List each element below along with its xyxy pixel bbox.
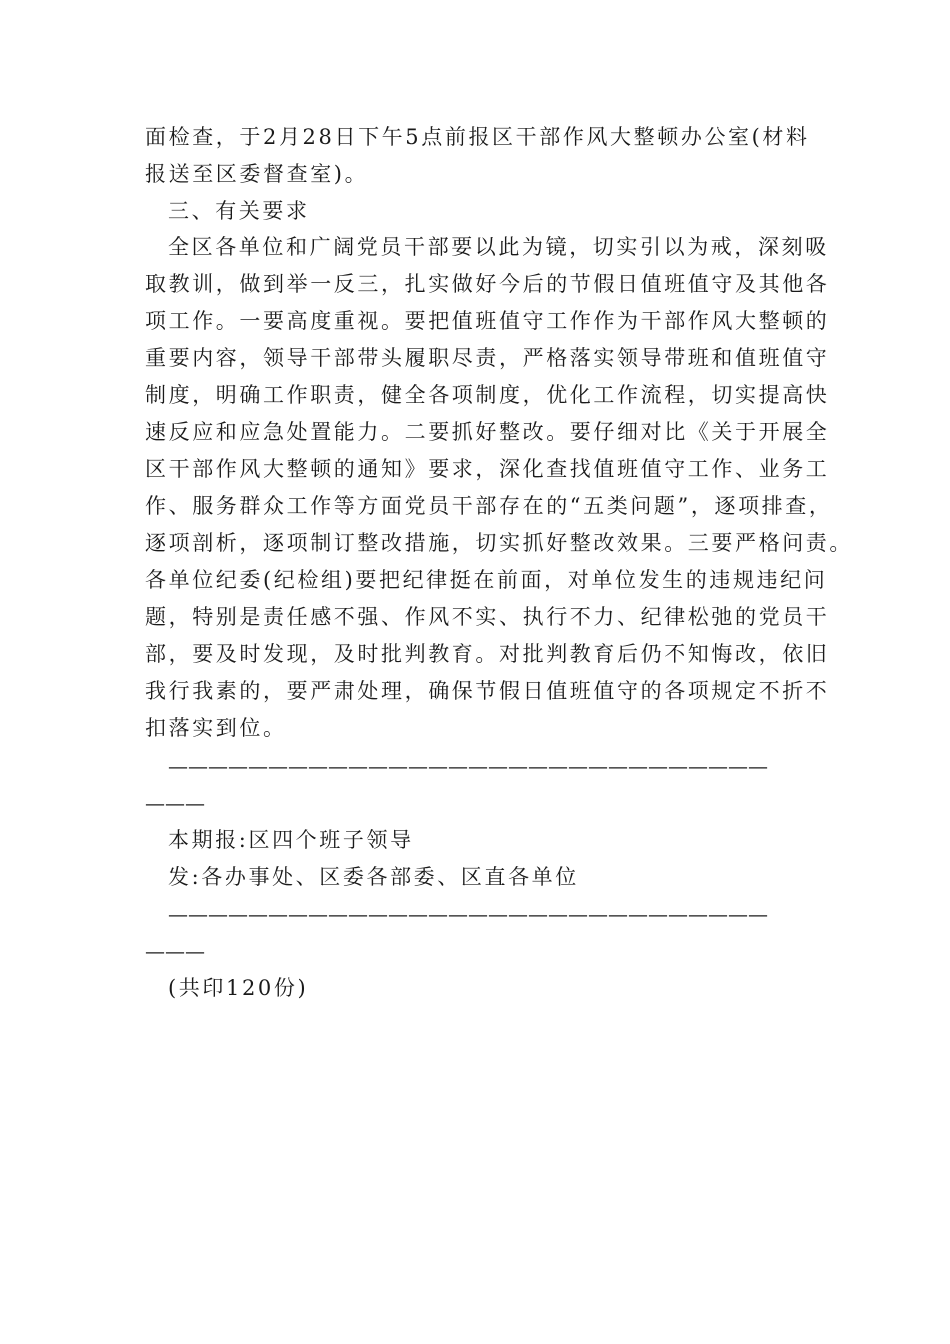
- body-text-line: 报送至区委督查室)。: [145, 162, 369, 186]
- body-text-line: 速反应和应急处置能力。二要抓好整改。要仔细对比《关于开展全: [145, 420, 830, 444]
- body-text-line: 面检查，于2月28日下午5点前报区干部作风大整顿办公室(材料: [145, 125, 810, 149]
- separator-rule: ——————————————————————————————: [168, 902, 768, 926]
- section-heading: 三、有关要求: [168, 199, 310, 223]
- body-text-line: 全区各单位和广阔党员干部要以此为镜，切实引以为戒，深刻吸: [168, 235, 829, 259]
- report-to-line: 本期报:区四个班子领导: [168, 828, 414, 852]
- separator-rule-continuation: ———: [145, 791, 205, 815]
- body-text-line: 作、服务群众工作等方面党员干部存在的“五类问题”，逐项排查，: [145, 494, 833, 518]
- body-text-line: 各单位纪委(纪检组)要把纪律挺在前面，对单位发生的违规违纪问: [145, 568, 828, 592]
- body-text-line: 扣落实到位。: [145, 716, 287, 740]
- body-text-line: 区干部作风大整顿的通知》要求，深化查找值班值守工作、业务工: [145, 457, 830, 481]
- body-text-line: 取教训，做到举一反三，扎实做好今后的节假日值班值守及其他各: [145, 272, 830, 296]
- body-text-line: 逐项剖析，逐项制订整改措施，切实抓好整改效果。三要严格问责。: [145, 531, 853, 555]
- body-text-line: 制度，明确工作职责，健全各项制度，优化工作流程，切实提高快: [145, 383, 830, 407]
- body-text-line: 重要内容，领导干部带头履职尽责，严格落实领导带班和值班值守: [145, 346, 830, 370]
- distribute-to-line: 发:各办事处、区委各部委、区直各单位: [168, 865, 579, 889]
- body-text-line: 我行我素的，要严肃处理，确保节假日值班值守的各项规定不折不: [145, 679, 830, 703]
- body-text-line: 项工作。一要高度重视。要把值班值守工作作为干部作风大整顿的: [145, 309, 830, 333]
- body-text-line: 部，要及时发现，及时批判教育。对批判教育后仍不知悔改，依旧: [145, 642, 830, 666]
- separator-rule: ——————————————————————————————: [168, 754, 768, 778]
- separator-rule-continuation: ———: [145, 939, 205, 963]
- print-count-note: (共印120份): [168, 976, 309, 1000]
- body-text-line: 题，特别是责任感不强、作风不实、执行不力、纪律松弛的党员干: [145, 605, 830, 629]
